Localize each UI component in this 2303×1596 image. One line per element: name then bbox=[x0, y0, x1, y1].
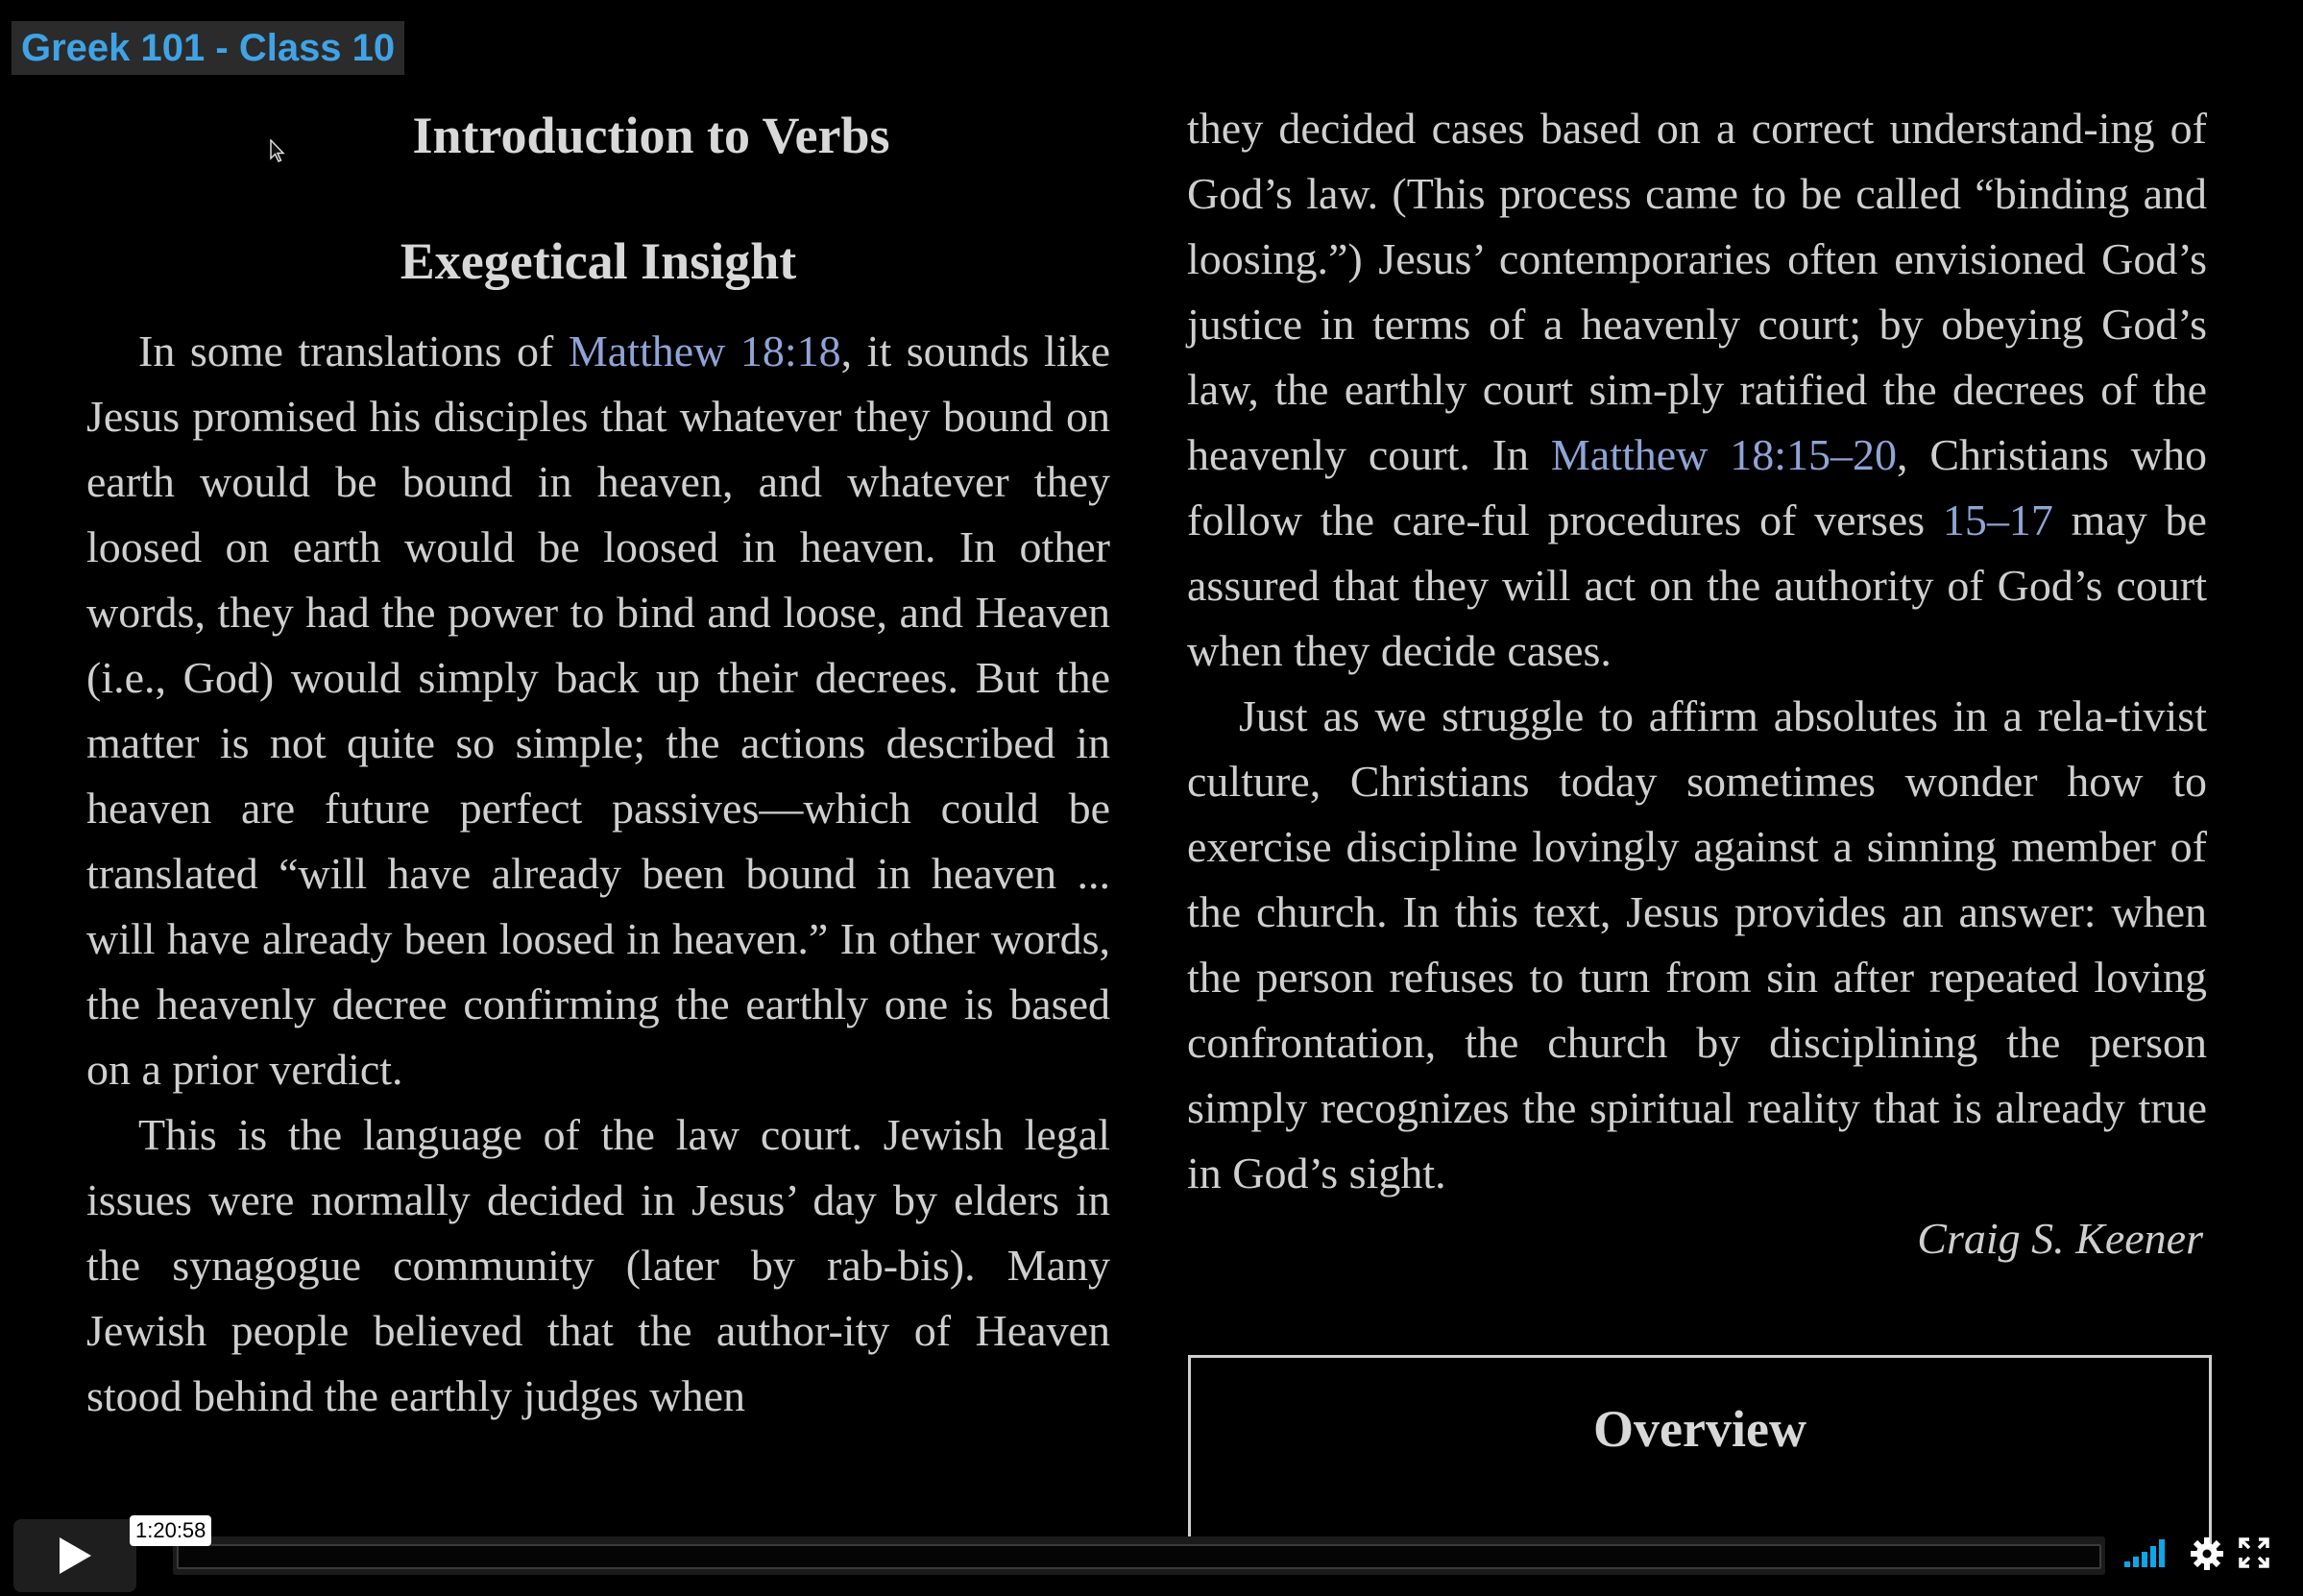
volume-icon[interactable] bbox=[2122, 1536, 2170, 1569]
play-button[interactable] bbox=[13, 1519, 136, 1592]
progress-track[interactable] bbox=[177, 1544, 2101, 1569]
paragraph-text: , Christians who follow the care-ful procedures of verses bbox=[1187, 430, 2207, 544]
paragraph-2: This is the language of the law court. Jewish legal issues were normally decided in Jesus’ day by elders in the synagogue community (later by rab-bis). Many Jewish people believed that the author-ity of Heaven stood behind the earthly judges when bbox=[86, 1110, 1110, 1420]
paragraph-text: , it sounds like Jesus promised his disciples that whatever they bound on earth would be bound in heaven, and whatever they loosed on earth would be loosed in heaven. In other words, they had the power to bind and loose, and Heaven (i.e., God) would simply back up their decrees. But the matter is not quite so simple; the actions described in heaven are future perfect passives—which could be translated “will have already been bound in heaven ... will have already been loosed in heaven.” In other words, the heavenly decree confirming the earthly one is based on a prior verdict. bbox=[86, 326, 1111, 1094]
gear-icon[interactable] bbox=[2190, 1536, 2224, 1571]
chapter-heading: Introduction to Verbs bbox=[412, 107, 890, 164]
fullscreen-icon[interactable] bbox=[2238, 1536, 2270, 1569]
scripture-link-matthew-18-18[interactable]: Matthew 18:18 bbox=[568, 326, 841, 375]
paragraph-4: Just as we struggle to affirm absolutes in a rela-tivist culture, Christians today sometimes wonder how to exercise discipline lovingly against a sinning member of the church. In this text, Jesus provides an answer: when the person refuses to turn from sin after repeated loving confrontation, the church by disciplining the person simply recognizes the spiritual reality that is already true in God’s sight. bbox=[1187, 691, 2207, 1197]
paragraph-text: may be assured that they will act on the authority of God’s court when they decide cases. bbox=[1187, 496, 2207, 675]
paragraph-1 bbox=[86, 319, 1110, 1102]
paragraph-text: they decided cases based on a correct understand-ing of God’s law. (This process came to be called “binding and loosing.”) Jesus’ contemporaries often envisioned God’s justice in terms of a heavenly court; by obeying God’s law, the earthly court sim-ply ratified the decrees of the heavenly court. In bbox=[1187, 104, 2207, 479]
player-controls bbox=[0, 1519, 2303, 1596]
overview-title: Overview bbox=[1593, 1400, 1806, 1458]
scripture-link-verses-15-17[interactable]: 15–17 bbox=[1942, 496, 2053, 544]
author-signature: Craig S. Keener bbox=[1917, 1214, 2203, 1263]
left-page-column bbox=[86, 98, 1110, 1429]
paragraph-3 bbox=[1187, 96, 2207, 684]
section-title: Exegetical Insight bbox=[400, 232, 797, 290]
timestamp-tooltip: 1:20:58 bbox=[130, 1515, 211, 1546]
right-page-column bbox=[1187, 96, 2207, 1271]
paragraph-text: In some translations of bbox=[138, 326, 569, 375]
scripture-link-matthew-18-15-20[interactable]: Matthew 18:15–20 bbox=[1550, 430, 1898, 479]
play-icon bbox=[56, 1535, 94, 1577]
video-title[interactable]: Greek 101 - Class 10 bbox=[12, 21, 404, 75]
progress-bar[interactable] bbox=[173, 1536, 2105, 1575]
